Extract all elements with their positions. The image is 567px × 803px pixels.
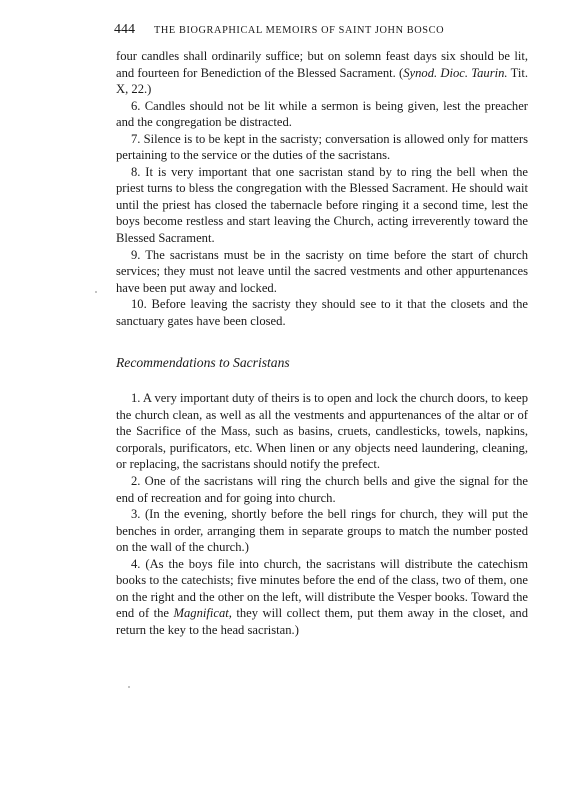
rule-paragraph-10: 10. Before leaving the sacristy they should see to it that the closets and the sanctuary gates have been closed.: [116, 297, 528, 328]
recommendation-paragraph-2: 2. One of the sacristans will ring the church bells and give the signal for the end of recreation and for going into church.: [116, 474, 528, 505]
book-page: [116, 22, 528, 639]
rule-paragraph-7: 7. Silence is to be kept in the sacristy; conversation is allowed only for matters pertaining to the service or the duties of the sacristans.: [116, 131, 528, 163]
section-heading: Recommendations to Sacristans: [116, 355, 290, 371]
recommendation-4-ending: they will collect them, put them away in the closet, and return the key to the head sacristan.): [116, 606, 528, 637]
synod-citation: Synod. Dioc. Taurin.: [403, 65, 508, 80]
running-head: [116, 22, 528, 44]
continuation-paragraph: [116, 48, 528, 98]
recommendation-paragraph-3: 3. (In the evening, shortly before the bell rings for church, they will put the benches in order, arranging them in separate groups to match the number posted on the wall of the church.): [116, 507, 528, 555]
scan-speck: [128, 686, 130, 688]
rule-paragraph-9: 9. The sacristans must be in the sacristy on time before the start of church services; they must not leave until the sacred vestments and other appurtenances have been put away and locked.: [116, 247, 528, 295]
continuation-text: four candles shall ordinarily suffice; but on solemn feast days six should be lit, and fourteen for Benediction of the Blessed Sacrament. (: [116, 49, 528, 80]
citation-reference: Tit. X, 22.): [116, 65, 528, 97]
magnificat-term: Magnificat,: [173, 606, 232, 621]
page-number: 444: [114, 22, 135, 37]
recommendation-4-text: 4. (As the boys file into church, the sacristans will distribute the catechism books to the catechists; five minutes before the end of the class, two of them, one on the right and the other on the left, will distribute the Vesper books. Toward the end of the: [116, 556, 528, 621]
recommendation-paragraph-4: [116, 556, 528, 639]
scan-speck: [95, 291, 97, 293]
rule-paragraph-8: 8. It is very important that one sacristan stand by to ring the bell when the priest turns to bless the congregation with the Blessed Sacrament. He should wait until the priest has closed the tabernacle before ringing it a second time, lest the boys become restless and start leaving the Church, acting irreverently toward the Blessed Sacrament.: [116, 164, 528, 246]
recommendation-paragraph-1: 1. A very important duty of theirs is to open and lock the church doors, to keep the church clean, as well as all the vestments and appurtenances of the altar or of the Sacrifice of the Mass, such as basins, cruets, candlesticks, towels, napkins, corporals, purificators, etc. When linen or any objects need laundering, cleaning, or replacing, the sacristans should notify the prefect.: [116, 391, 528, 472]
running-head-title: THE BIOGRAPHICAL MEMOIRS OF SAINT JOHN BOSCO: [154, 25, 445, 36]
rule-paragraph-6: 6. Candles should not be lit while a sermon is being given, lest the preacher and the congregation be distracted.: [116, 98, 528, 130]
